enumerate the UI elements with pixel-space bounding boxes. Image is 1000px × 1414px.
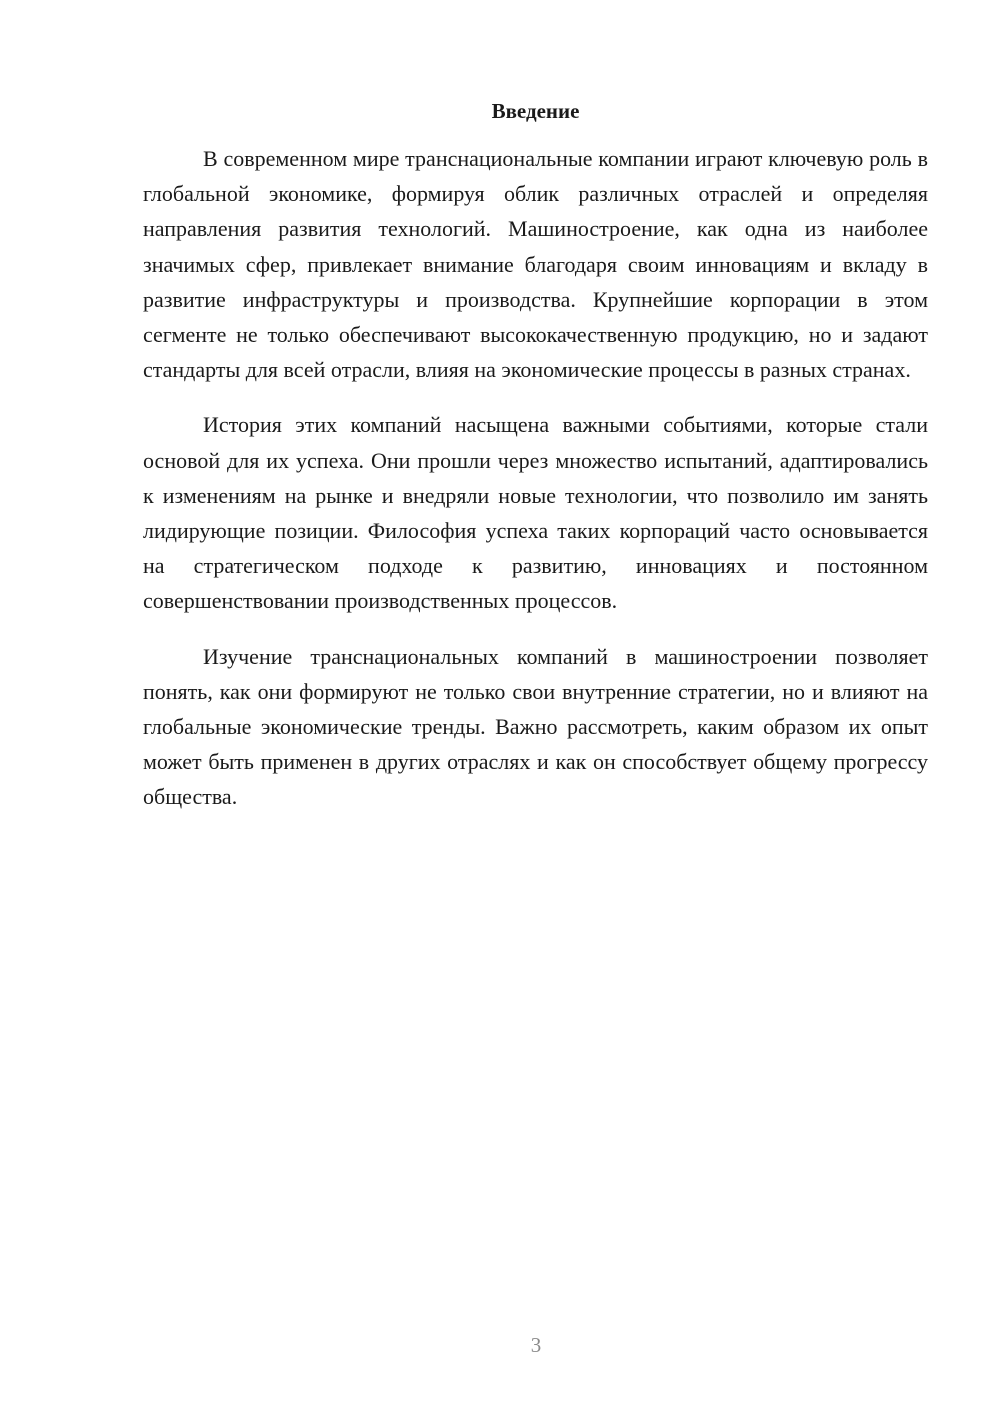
paragraph-2: История этих компаний насыщена важными событиями, которые стали основой для их успеха. Они прошли через множество испытаний, адаптировались к изменениям на рынке и внедряли новые технологии, что позволило им занять лидирующие позиции. Философия успеха таких корпораций часто основывается на стратегическом подходе к развитию, инновациях и постоянном совершенствовании производственных процессов.	[143, 412, 928, 614]
paragraph-3: Изучение транснациональных компаний в машиностроении позволяет понять, как они формируют не только свои внутренние стратегии, но и влияют на глобальные экономические тренды. Важно рассмотреть, каким образом их опыт может быть применен в других отраслях и как он способствует общему прогрессу общества.	[143, 643, 928, 810]
page-number: 3	[530, 1333, 542, 1357]
page-content	[143, 95, 928, 835]
paragraph-1: В современном мире транснациональные компании играют ключевую роль в глобальной экономике, формируя облик различных отраслей и определяя направления развития технологий. Машиностроение, как одна из наиболее значимых сфер, привлекает внимание благодаря своим инновациям и вкладу в развитие инфраструктуры и производства. Крупнейшие корпорации в этом сегменте не только обеспечивают высококачественную продукцию, но и задают стандарты для всей отрасли, влияя на экономические процессы в разных странах.	[143, 146, 928, 383]
section-heading: Введение	[491, 99, 580, 123]
